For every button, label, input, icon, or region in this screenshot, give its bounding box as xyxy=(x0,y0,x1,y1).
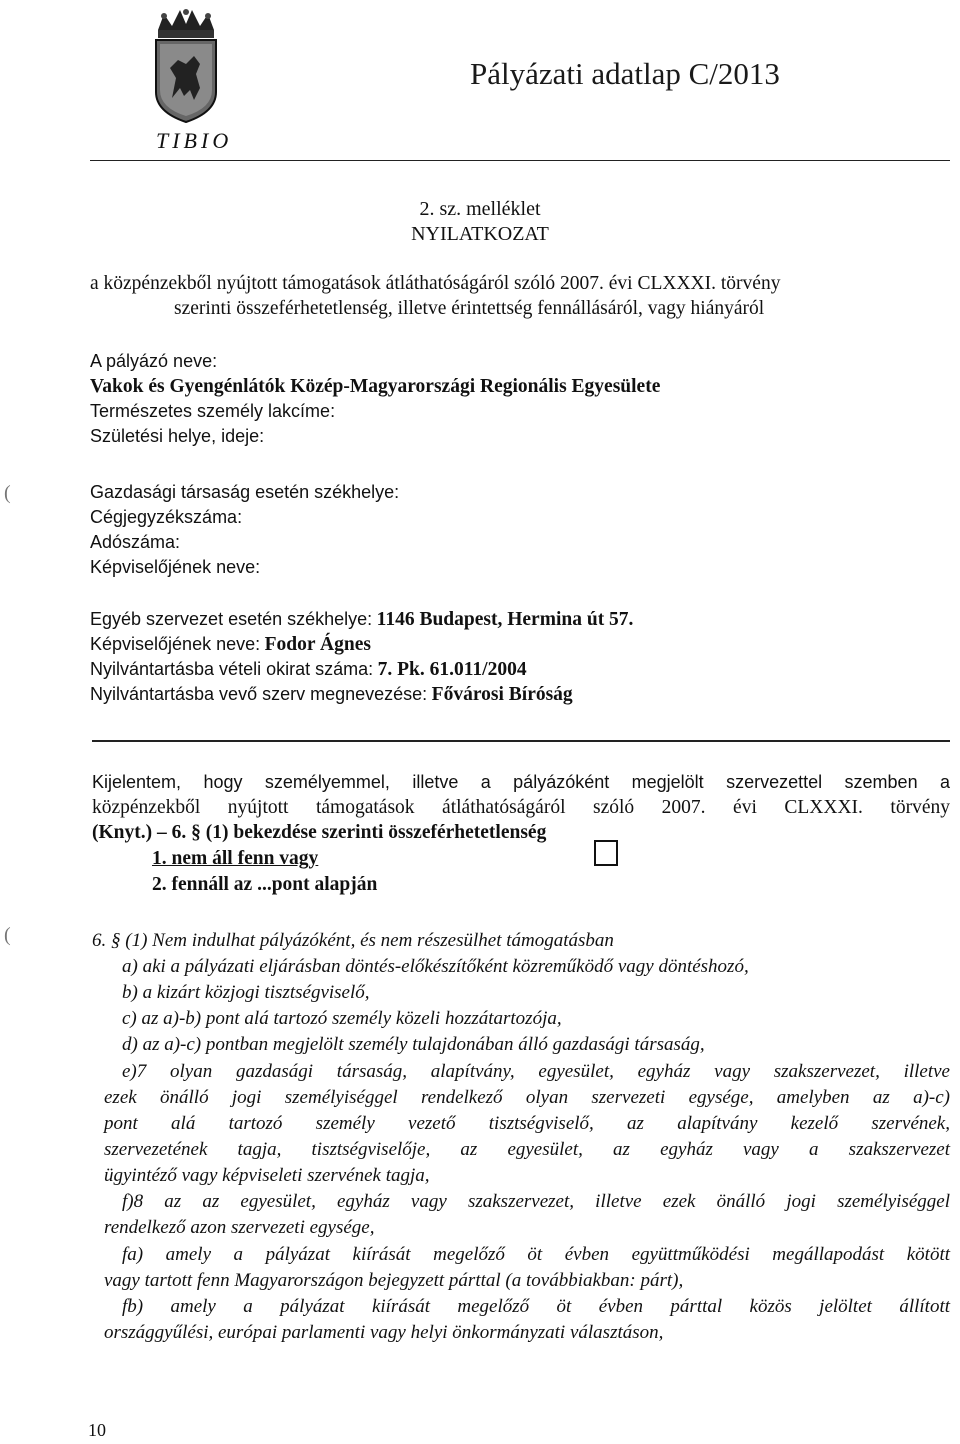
org-registrar-row xyxy=(90,684,573,706)
law-item-d: d) az a)-c) pontban megjelölt személy tulajdonában álló gazdasági társaság, xyxy=(122,1034,705,1055)
coat-of-arms-logo xyxy=(150,8,233,158)
company-registry-label: Cégjegyzékszáma: xyxy=(90,507,243,527)
option-applicable: 2. fennáll az ...pont alapján xyxy=(152,874,378,895)
law-item-e-line-1: e)7 olyan gazdasági társaság, alapítvány, egyesület, egyház vagy szakszervezet, illetve xyxy=(122,1061,950,1082)
org-representative-value: Fodor Ágnes xyxy=(264,634,371,655)
law-item-fa-line-2: vagy tartott fenn Magyarországon bejegyzett párttal (a továbbiakban: párt), xyxy=(104,1270,684,1291)
org-registrar-value: Fővárosi Bíróság xyxy=(431,684,573,705)
law-item-c: c) az a)-b) pont alá tartozó személy közeli hozzátartozója, xyxy=(122,1008,562,1029)
law-item-f-line-1: f)8 az az egyesület, egyház vagy szakszervezet, illetve ezek önálló jogi személyiséggel xyxy=(122,1191,950,1212)
company-seat-label: Gazdasági társaság esetén székhelye: xyxy=(90,482,400,502)
law-item-a: a) aki a pályázati eljárásban döntés-előkészítőként közreműködő vagy döntéshozó, xyxy=(122,956,749,977)
applicant-name-value: Vakok és Gyengénlátók Közép-Magyarországi Regionális Egyesülete xyxy=(90,376,661,397)
law-item-e-line-4: szervezetének tagja, tisztségviselője, az egyesület, az egyház vagy a szakszervezet xyxy=(104,1139,950,1160)
statement-line-1: Kijelentem, hogy személyemmel, illetve a pályázóként megjelölt szervezettel szemben a xyxy=(92,772,950,792)
law-item-b: b) a kizárt közjogi tisztségviselő, xyxy=(122,982,370,1003)
law-item-e-line-3: pont alá tartozó személy vezető tisztségviselő, az alapítvány kezelő szervének, xyxy=(104,1113,950,1134)
header-rule xyxy=(90,160,950,161)
margin-mark: ( xyxy=(4,482,11,504)
option-not-applicable: 1. nem áll fenn vagy xyxy=(152,848,319,869)
law-intro: 6. § (1) Nem indulhat pályázóként, és nem részesülhet támogatásban xyxy=(92,930,614,951)
applicant-name-label: A pályázó neve: xyxy=(90,351,218,371)
company-representative-label: Képviselőjének neve: xyxy=(90,557,261,577)
declaration-title: NYILATKOZAT xyxy=(411,223,549,245)
statement-line-3: (Knyt.) – 6. § (1) bekezdése szerinti összeférhetetlenség xyxy=(92,822,547,843)
org-representative-label: Képviselőjének neve: xyxy=(90,634,261,654)
org-seat-value: 1146 Budapest, Hermina út 57. xyxy=(376,609,634,630)
section-rule xyxy=(92,740,950,742)
law-item-f-line-2: rendelkező azon szervezeti egysége, xyxy=(104,1217,375,1238)
crest-lettering: TIBIO xyxy=(156,128,233,153)
law-item-fa-line-1: fa) amely a pályázat kiírását megelőző öt évben együttműködési megállapodást kötött xyxy=(122,1244,950,1265)
org-seat-label: Egyéb szervezet esetén székhelye: xyxy=(90,609,373,629)
annex-label: 2. sz. melléklet xyxy=(419,198,541,220)
law-item-e-line-2: ezek önálló jogi személyiséggel rendelkező olyan szervezeti egysége, amelyben az a)-c) xyxy=(104,1087,950,1108)
org-registration-row xyxy=(90,659,527,681)
margin-mark-2: ( xyxy=(4,924,11,946)
org-registration-label: Nyilvántartásba vételi okirat száma: xyxy=(90,659,374,679)
birth-label: Születési helye, ideje: xyxy=(90,426,265,446)
page-number: 10 xyxy=(88,1420,106,1440)
page-title: Pályázati adatlap C/2013 xyxy=(470,56,780,91)
statement-line-2: közpénzekből nyújtott támogatások átláthatóságáról szóló 2007. évi CLXXXI. törvény xyxy=(92,797,950,818)
law-item-e-line-5: ügyintéző vagy képviseleti szervének tagja, xyxy=(104,1165,430,1186)
company-tax-label: Adószáma: xyxy=(90,532,181,552)
org-seat-row xyxy=(90,609,633,631)
law-item-fb-line-1: fb) amely a pályázat kiírását megelőző öt évben párttal közös jelöltet állított xyxy=(122,1296,950,1317)
org-registrar-label: Nyilvántartásba vevő szerv megnevezése: xyxy=(90,684,428,704)
subtitle-line-2: szerinti összeférhetetlenség, illetve érintettség fennállásáról, vagy hiányáról xyxy=(174,298,765,319)
law-item-fb-line-2: országgyűlési, európai parlamenti vagy helyi önkormányzati választáson, xyxy=(104,1322,664,1343)
subtitle-line-1: a közpénzekből nyújtott támogatások átláthatóságáról szóló 2007. évi CLXXXI. törvény xyxy=(90,273,781,294)
declaration-checkbox[interactable] xyxy=(594,840,618,866)
org-representative-row xyxy=(90,634,371,656)
org-registration-value: 7. Pk. 61.011/2004 xyxy=(377,659,527,680)
person-address-label: Természetes személy lakcíme: xyxy=(90,401,336,421)
